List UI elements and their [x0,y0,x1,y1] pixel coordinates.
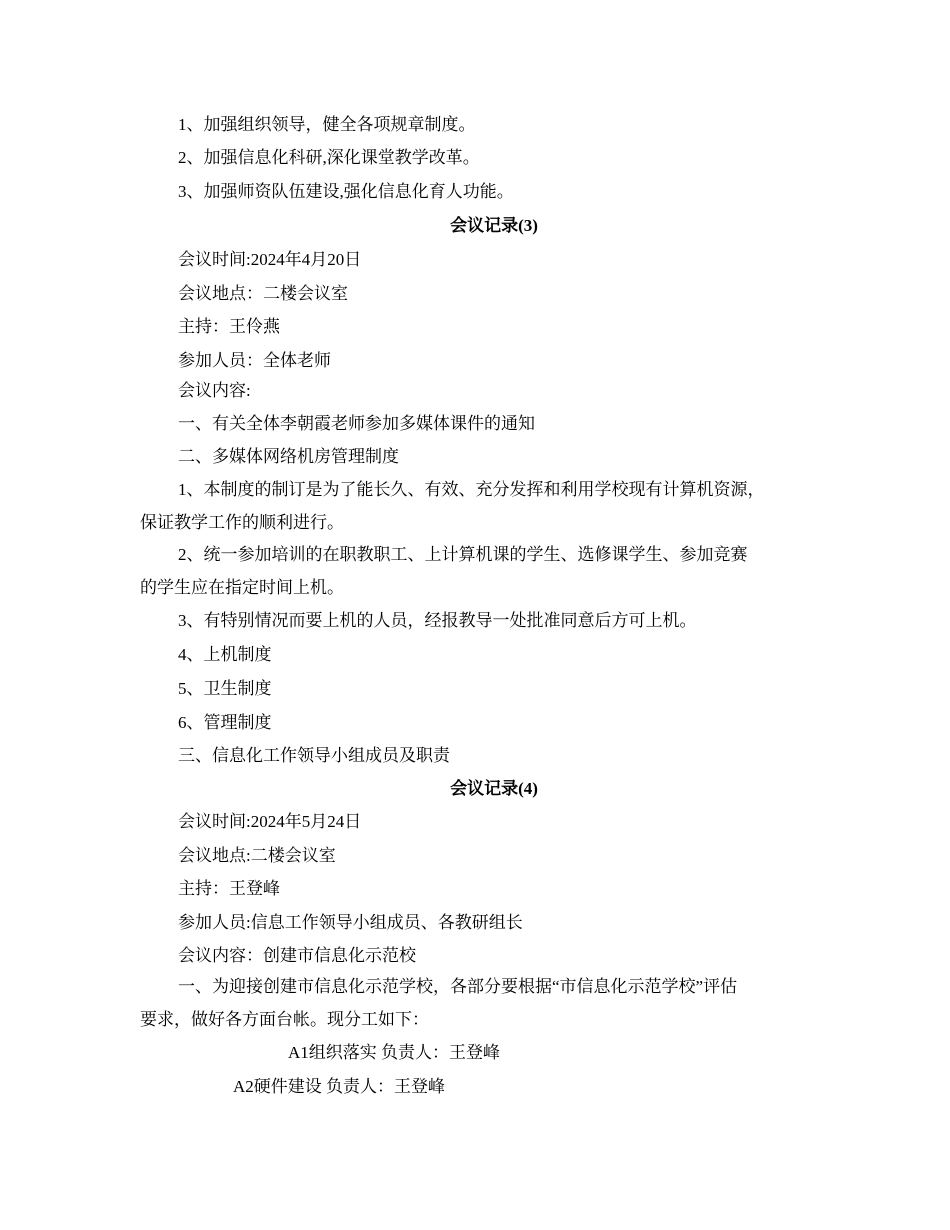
meeting4-host: 主持：王登峰 [178,879,280,898]
meeting3-host: 主持：王伶燕 [178,317,280,336]
meeting4-a2: A2硬件建设 负责人：王登峰 [233,1077,446,1096]
meeting3-item-1: 一、有关全体李朝霞老师参加多媒体课件的通知 [178,414,535,433]
meeting3-rule-1-line-1: 1、本制度的制订是为了能长久、有效、充分发挥和利用学校现有计算机资源， [178,480,765,499]
meeting3-attendees: 参加人员：全体老师 [178,351,331,370]
meeting4-attendees: 参加人员:信息工作领导小组成员、各教研组长 [178,913,523,932]
meeting4-title: 会议记录(4) [450,779,538,798]
meeting4-place: 会议地点:二楼会议室 [178,846,336,865]
meeting3-item-2: 二、多媒体网络机房管理制度 [178,447,399,466]
meeting4-item-1-line-1: 一、为迎接创建市信息化示范学校，各部分要根据“市信息化示范学校”评估 [178,977,738,996]
meeting4-a1: A1组织落实 负责人：王登峰 [288,1043,501,1062]
intro-item-1: 1、加强组织领导，健全各项规章制度。 [178,115,476,134]
meeting3-rule-4: 4、上机制度 [178,645,272,664]
meeting4-time: 会议时间:2024年5月24日 [178,812,362,831]
meeting3-rule-2-line-2: 的学生应在指定时间上机。 [140,578,344,597]
meeting3-item-3: 三、信息化工作领导小组成员及职责 [178,746,450,765]
meeting3-rule-3: 3、有特别情况而要上机的人员，经报教导一处批准同意后方可上机。 [178,611,697,630]
intro-item-3: 3、加强师资队伍建设,强化信息化育人功能。 [178,182,514,201]
meeting3-place: 会议地点：二楼会议室 [178,284,348,303]
meeting4-item-1-line-2: 要求，做好各方面台帐。现分工如下： [140,1010,429,1029]
meeting3-time: 会议时间:2024年4月20日 [178,250,362,269]
meeting3-rule-6: 6、管理制度 [178,713,272,732]
meeting3-content-label: 会议内容: [178,381,251,400]
meeting3-rule-5: 5、卫生制度 [178,679,272,698]
meeting3-rule-1-line-2: 保证教学工作的顺利进行。 [140,513,344,532]
meeting4-content: 会议内容：创建市信息化示范校 [178,946,416,965]
intro-item-2: 2、加强信息化科研,深化课堂教学改革。 [178,148,480,167]
meeting3-rule-2-line-1: 2、统一参加培训的在职教职工、上计算机课的学生、选修课学生、参加竞赛 [178,545,748,564]
meeting3-title: 会议记录(3) [450,216,538,235]
